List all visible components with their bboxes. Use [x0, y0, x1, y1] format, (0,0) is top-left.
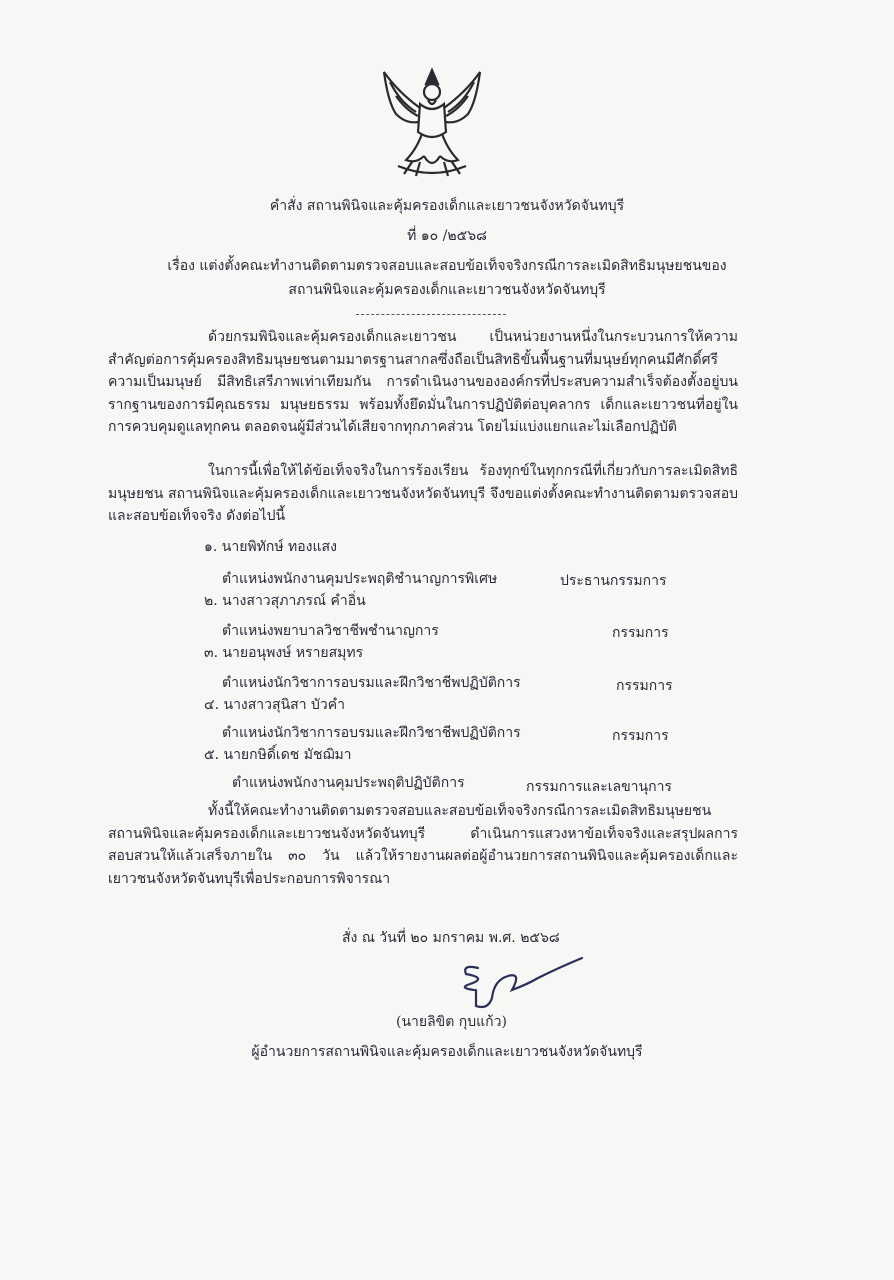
- body-paragraph-3: [108, 800, 738, 890]
- member-5-role: กรรมการและเลขานุการ: [526, 779, 672, 795]
- header-divider: [356, 314, 506, 315]
- order-title: คำสั่ง สถานพินิจและคุ้มครองเด็กและเยาวชนจังหวัดจันทบุรี: [269, 198, 625, 214]
- para1-text: ด้วยกรมพินิจและคุ้มครองเด็กและเยาวชน เป็นหน่วยงานหนึ่งในกระบวนการให้ความสำคัญต่อการคุ้มครองสิทธิมนุษยชนตามมาตรฐานสากลซึ่งถือเป็นสิทธิขั้นพื้นฐานที่มนุษย์ทุกคนมีศักดิ์ศรีความเป็นมนุษย์ มีสิทธิเสรีภาพเท่าเทียมกัน การดำเนินงานขององค์กรที่ประสบความสำเร็จต้องตั้งอยู่บนรากฐานของการมีคุณธรรม มนุษยธรรม พร้อมทั้งยึดมั่นในการปฏิบัติต่อบุคลากร เด็กและเยาวชนที่อยู่ในการควบคุมดูแลทุกคน ตลอดจนผู้มีส่วนได้เสียจากทุกภาคส่วน โดยไม่แบ่งแยกและไม่เลือกปฏิบัติ: [108, 329, 738, 435]
- para2-text: ในการนี้เพื่อให้ได้ข้อเท็จจริงในการร้องเรียน ร้องทุกข์ในทุกกรณีที่เกี่ยวกับการละเมิดสิทธิมนุษยชน สถานพินิจและคุ้มครองเด็กและเยาวชนจังหวัดจันทบุรี จึงขอแต่งตั้งคณะทำงานติดตามตรวจสอบและสอบข้อเท็จจริง ดังต่อไปนี้: [108, 463, 738, 524]
- member-4-role: กรรมการ: [612, 728, 669, 744]
- member-2-position: ตำแหน่งพยาบาลวิชาชีพชำนาญการ: [222, 623, 439, 639]
- member-2-name: ๒. นางสาวสุภาภรณ์ คำอิ่น: [204, 593, 366, 609]
- body-paragraph-2: [108, 460, 738, 528]
- subject-line-1: เรื่อง แต่งตั้งคณะทำงานติดตามตรวจสอบและสอบข้อเท็จจริงกรณีการละเมิดสิทธิมนุษยชนของ: [167, 258, 727, 274]
- member-3-name: ๓. นายอนุพงษ์ หรายสมุทร: [204, 645, 364, 661]
- body-paragraph-1: [108, 326, 738, 439]
- member-3-position: ตำแหน่งนักวิชาการอบรมและฝึกวิชาชีพปฏิบัติการ: [222, 675, 521, 691]
- member-4-position: ตำแหน่งนักวิชาการอบรมและฝึกวิชาชีพปฏิบัติการ: [222, 725, 521, 741]
- subject-line-2: สถานพินิจและคุ้มครองเด็กและเยาวชนจังหวัดจันทบุรี: [288, 282, 606, 298]
- garuda-emblem-icon: [376, 62, 488, 182]
- member-4-name: ๔. นางสาวสุนิสา บัวคำ: [204, 697, 345, 713]
- member-1-position: ตำแหน่งพนักงานคุมประพฤติชำนาญการพิเศษ: [222, 571, 498, 587]
- signature: [448, 950, 588, 1010]
- member-2-role: กรรมการ: [612, 625, 669, 641]
- member-3-role: กรรมการ: [616, 678, 673, 694]
- para3-text: ทั้งนี้ให้คณะทำงานติดตามตรวจสอบและสอบข้อเท็จจริงกรณีการละเมิดสิทธิมนุษยชนสถานพินิจและคุ้มครองเด็กและเยาวชนจังหวัดจันทบุรี ดำเนินการแสวงหาข้อเท็จจริงและสรุปผลการสอบสวนให้แล้วเสร็จภายใน ๓๐ วัน แล้วให้รายงานผลต่อผู้อำนวยการสถานพินิจและคุ้มครองเด็กและเยาวชนจังหวัดจันทบุรีเพื่อประกอบการพิจารณา: [108, 803, 738, 887]
- signer-title: ผู้อำนวยการสถานพินิจและคุ้มครองเด็กและเยาวชนจังหวัดจันทบุรี: [251, 1044, 643, 1060]
- member-5-position: ตำแหน่งพนักงานคุมประพฤติปฏิบัติการ: [232, 775, 465, 791]
- member-1-name: ๑. นายพิทักษ์ ทองแสง: [204, 539, 337, 555]
- signer-name: (นายลิขิต กุบแก้ว): [396, 1014, 507, 1030]
- member-5-name: ๕. นายกษิดิ์เดช มัชฌิมา: [204, 747, 352, 763]
- order-date: สั่ง ณ วันที่ ๒๐ มกราคม พ.ศ. ๒๕๖๘: [342, 930, 560, 946]
- member-1-role: ประธานกรรมการ: [560, 573, 667, 589]
- order-number: ที่ ๑๐ /๒๕๖๘: [407, 228, 487, 244]
